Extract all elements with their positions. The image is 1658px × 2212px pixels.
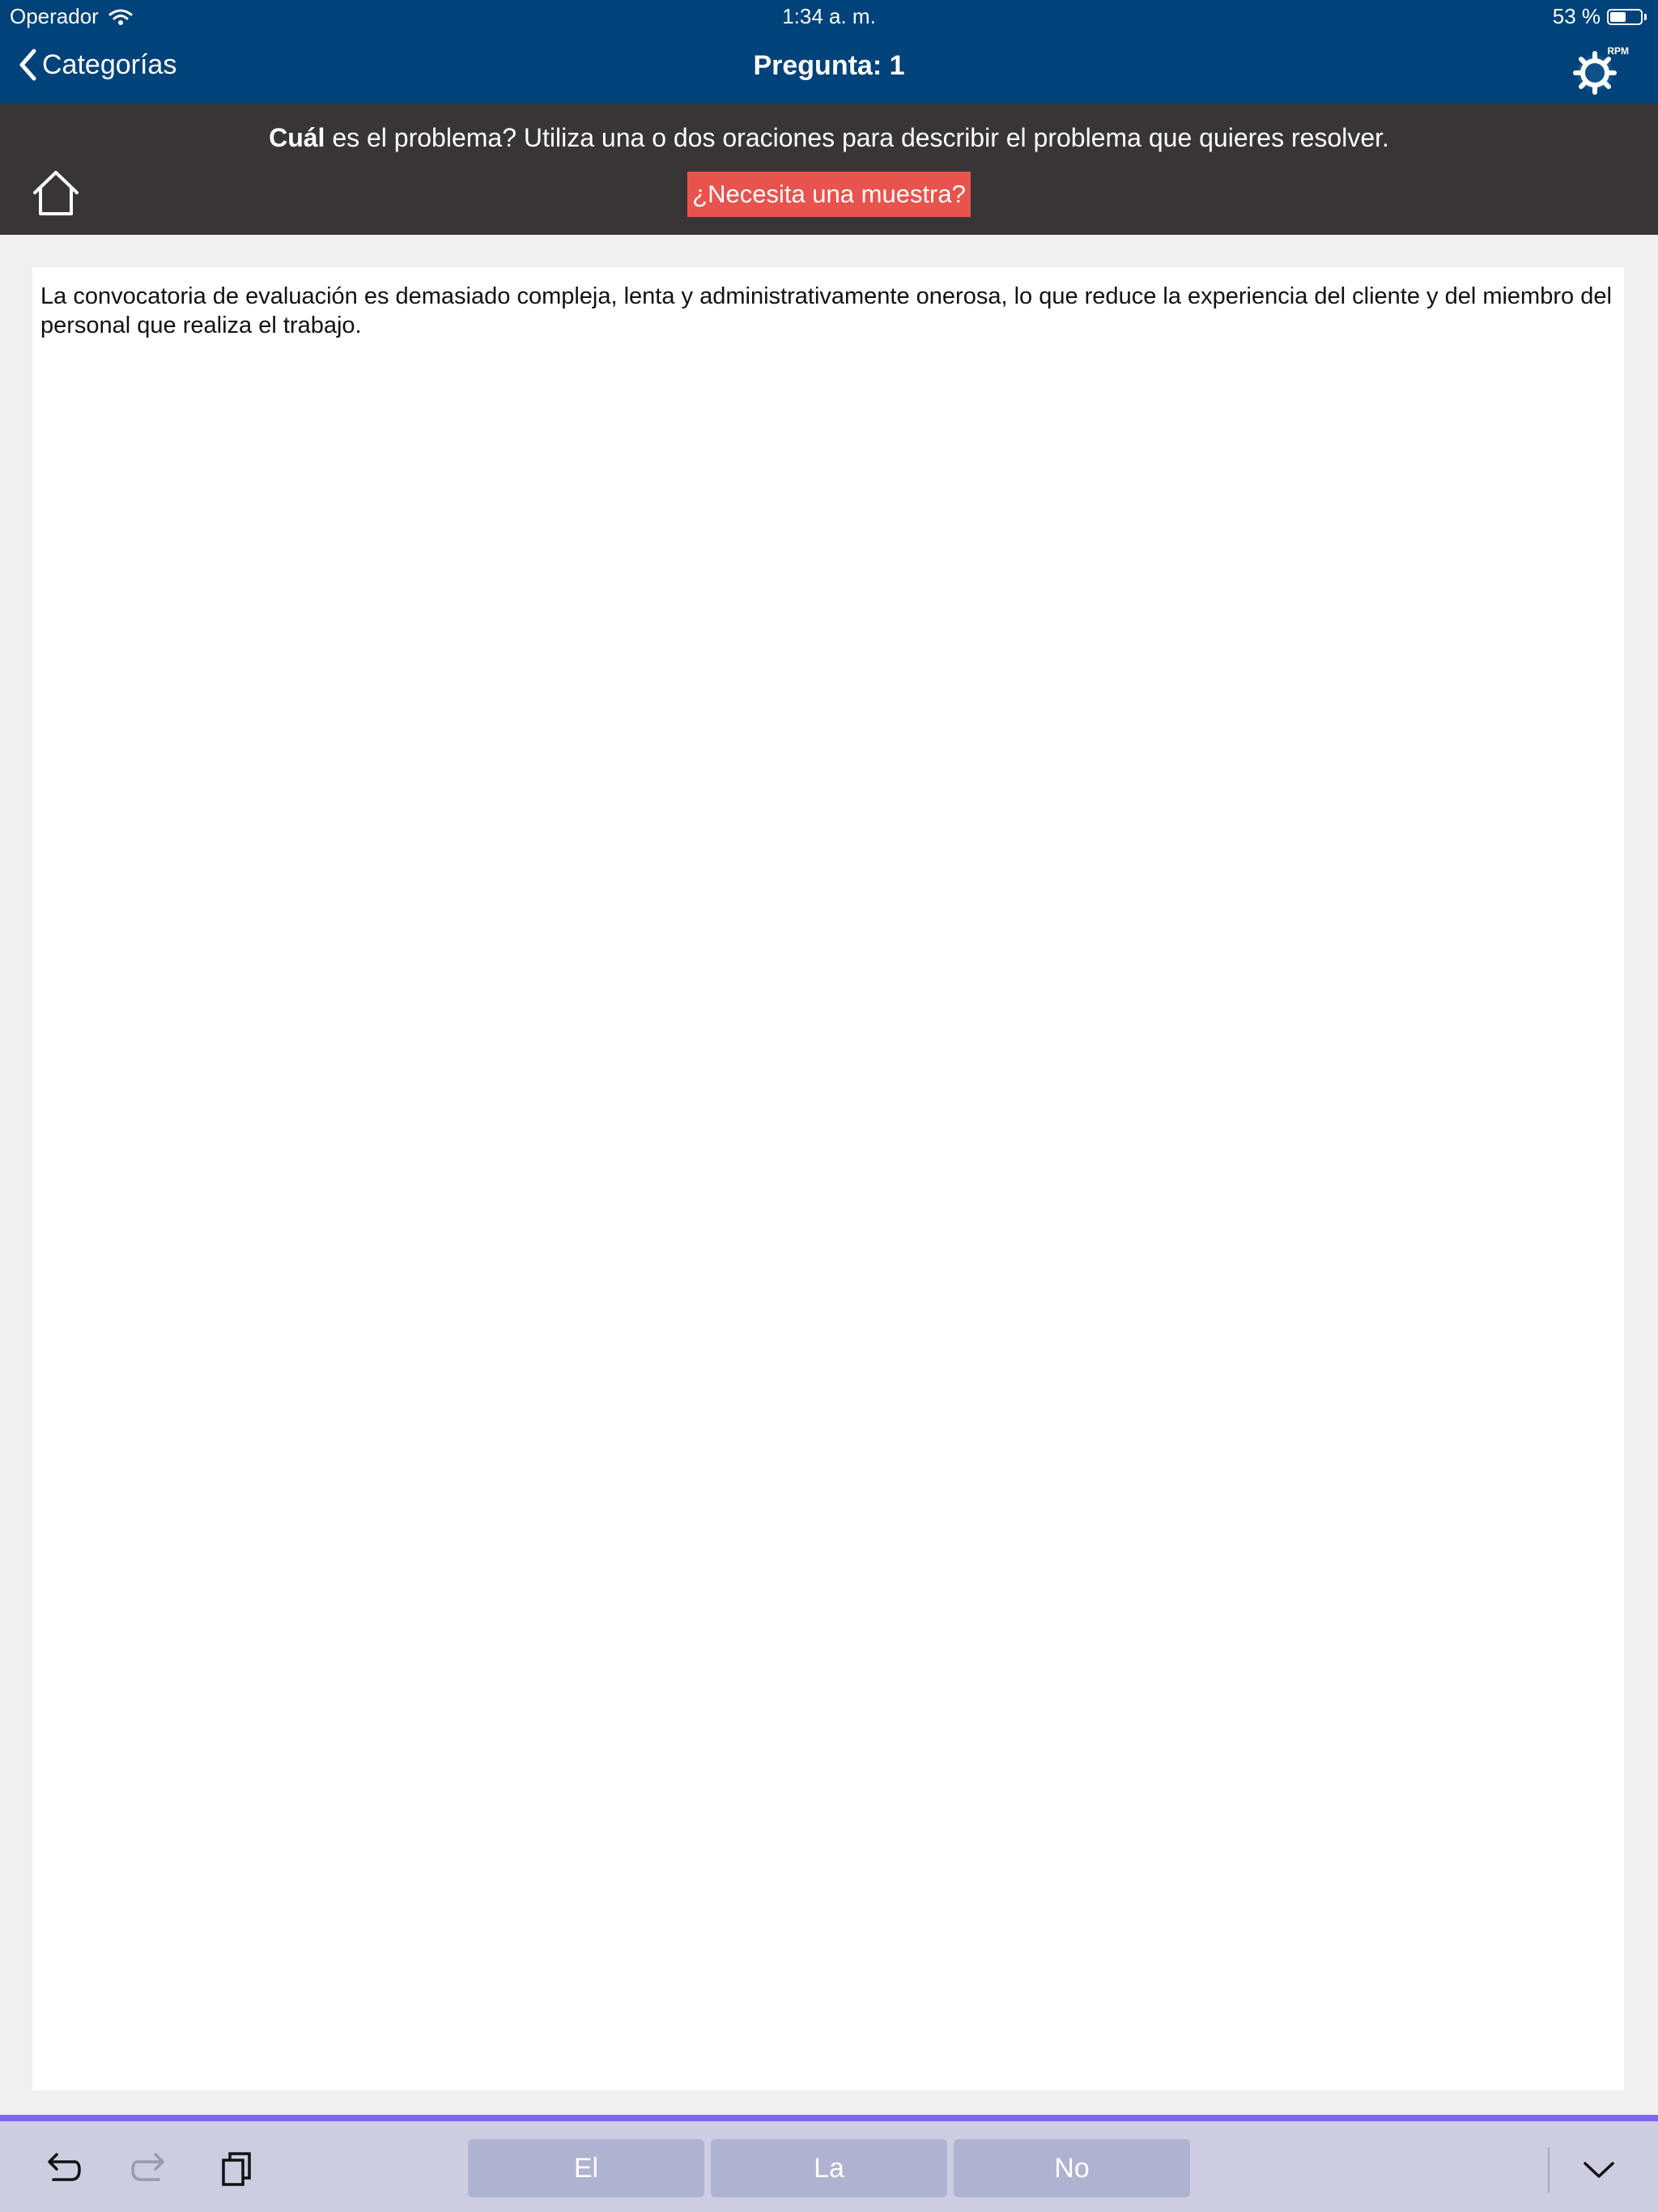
question-rest: es el problema? Utiliza una o dos oraciones para describir el problema que quieres resolver.: [325, 123, 1389, 152]
rpm-logo: RPM: [1607, 45, 1629, 57]
suggestion-el[interactable]: El: [468, 2139, 704, 2197]
undo-button[interactable]: [42, 2149, 83, 2189]
page-title: Pregunta: 1: [753, 50, 905, 81]
gear-icon: [1572, 50, 1618, 96]
redo-icon: [130, 2149, 170, 2189]
back-label: Categorías: [42, 49, 177, 80]
paste-icon: [217, 2149, 257, 2189]
need-sample-button[interactable]: ¿Necesita una muestra?: [687, 172, 971, 217]
home-icon: [31, 168, 81, 219]
status-time: 1:34 a. m.: [782, 4, 876, 28]
carrier-label: Operador: [10, 4, 99, 28]
keyboard-divider: [1548, 2147, 1550, 2193]
home-button[interactable]: [31, 168, 81, 219]
dismiss-keyboard-button[interactable]: [1579, 2149, 1619, 2189]
answer-text: La convocatoria de evaluación es demasiado compleja, lenta y administrativamente onerosa, lo que reduce la experiencia del cliente y del miembro del personal que realiza el trabajo.: [40, 283, 1612, 338]
redo-button[interactable]: [130, 2149, 170, 2189]
battery: [1553, 4, 1647, 29]
navigation-bar: [0, 32, 1658, 104]
status-bar: [0, 0, 1658, 32]
paste-button[interactable]: [217, 2149, 257, 2189]
keyboard-accent-line: [0, 2115, 1658, 2121]
keyboard-shortcut-bar: [0, 2121, 1658, 2212]
answer-text-area[interactable]: [32, 267, 1624, 2091]
settings-button[interactable]: [1572, 44, 1629, 94]
question-prompt-bar: [0, 104, 1658, 235]
suggestion-no[interactable]: No: [954, 2139, 1190, 2197]
suggestion-la[interactable]: La: [711, 2139, 947, 2197]
question-text: [0, 123, 1658, 153]
question-bold: Cuál: [269, 123, 325, 152]
battery-percent: 53 %: [1552, 4, 1601, 28]
undo-icon: [42, 2149, 83, 2189]
chevron-down-icon: [1579, 2149, 1619, 2189]
battery-icon: [1607, 9, 1643, 25]
